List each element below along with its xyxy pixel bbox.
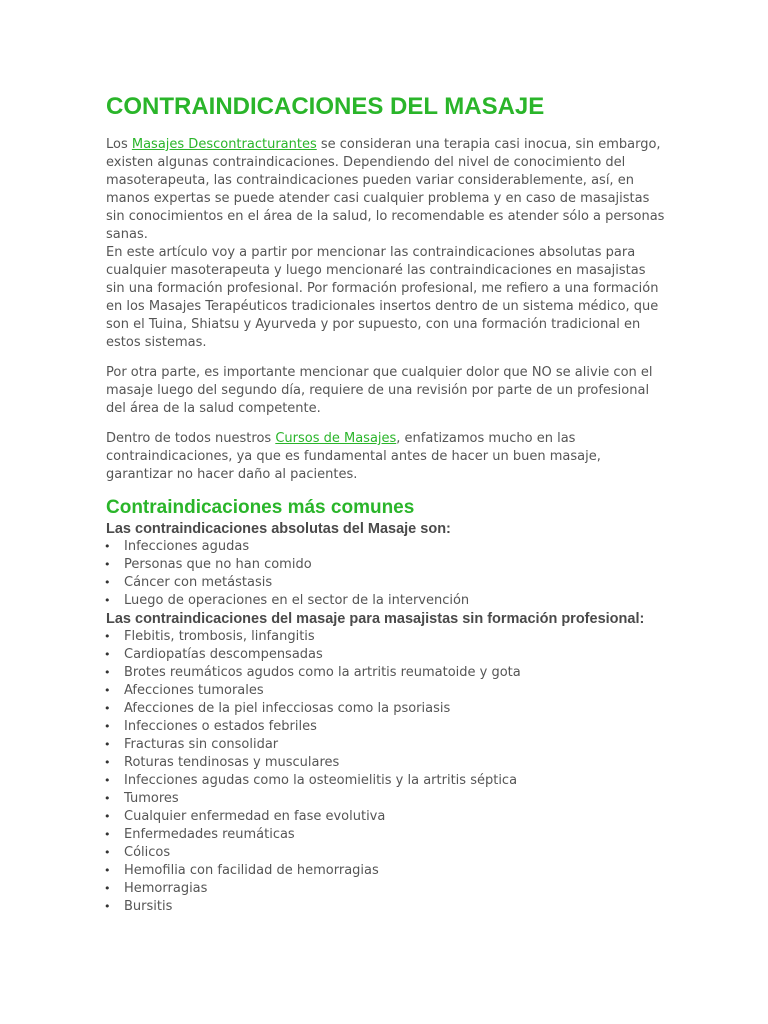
list-item <box>106 880 666 898</box>
list-item-text: Hemofilia con facilidad de hemorragias <box>124 863 379 878</box>
bullet-icon: • <box>104 810 111 823</box>
list-item <box>106 898 666 916</box>
section-heading: Contraindicaciones más comunes <box>106 497 415 518</box>
paragraph-courses <box>106 430 666 484</box>
list-item-text: Flebitis, trombosis, linfangitis <box>124 629 315 644</box>
bullet-icon: • <box>104 594 111 607</box>
list-item-text: Luego de operaciones en el sector de la intervención <box>124 593 470 608</box>
list-item-text: Infecciones agudas como la osteomielitis y la artritis séptica <box>124 773 518 788</box>
list-item <box>106 646 666 664</box>
list-item-text: Bursitis <box>124 899 173 914</box>
list-item-text: Infecciones o estados febriles <box>124 719 317 734</box>
courses-text-start: Dentro de todos nuestros <box>106 431 276 446</box>
bullet-icon: • <box>104 648 111 661</box>
list-item <box>106 790 666 808</box>
bullet-icon: • <box>104 630 111 643</box>
page-title: CONTRAINDICACIONES DEL MASAJE <box>106 93 545 120</box>
list-item-text: Fracturas sin consolidar <box>124 737 279 752</box>
list-item <box>106 592 666 610</box>
list-item-text: Brotes reumáticos agudos como la artritis reumatoide y gota <box>124 665 521 680</box>
bullet-icon: • <box>104 900 111 913</box>
list-item <box>106 628 666 646</box>
list-item-text: Afecciones de la piel infecciosas como la psoriasis <box>124 701 451 716</box>
list-item-text: Personas que no han comido <box>124 557 312 572</box>
list-item-text: Cáncer con metástasis <box>124 575 273 590</box>
list-item <box>106 736 666 754</box>
intro-paragraph <box>106 136 666 352</box>
list-item-text: Hemorragias <box>124 881 208 896</box>
absolute-contraindications-heading: Las contraindicaciones absolutas del Masaje son: <box>106 521 451 537</box>
paragraph-pain-note: Por otra parte, es importante mencionar que cualquier dolor que NO se alivie con el masaje luego del segundo día, requiere de una revisión por parte de un profesional del área de la salud competente. <box>106 365 653 416</box>
courses-text-rest: , enfatizamos mucho en las contraindicaciones, ya que es fundamental antes de hacer un buen masaje, garantizar no hacer daño al pacientes. <box>106 431 601 482</box>
intro-text-start: Los <box>106 137 132 152</box>
list-item <box>106 808 666 826</box>
cursos-de-masajes-link[interactable]: Cursos de Masajes <box>275 431 397 446</box>
list-item <box>106 538 666 556</box>
bullet-icon: • <box>104 540 111 553</box>
list-item <box>106 844 666 862</box>
list-item <box>106 862 666 880</box>
bullet-icon: • <box>104 828 111 841</box>
non-professional-contraindications-heading: Las contraindicaciones del masaje para masajistas sin formación profesional: <box>106 611 645 627</box>
bullet-icon: • <box>104 684 111 697</box>
bullet-icon: • <box>104 792 111 805</box>
document-page <box>106 92 666 916</box>
list-item <box>106 700 666 718</box>
list-item <box>106 772 666 790</box>
bullet-icon: • <box>104 774 111 787</box>
bullet-icon: • <box>104 756 111 769</box>
bullet-icon: • <box>104 864 111 877</box>
bullet-icon: • <box>104 558 111 571</box>
absolute-contraindications-list <box>106 538 666 610</box>
bullet-icon: • <box>104 576 111 589</box>
bullet-icon: • <box>104 666 111 679</box>
bullet-icon: • <box>104 882 111 895</box>
list-item <box>106 826 666 844</box>
list-item <box>106 574 666 592</box>
list-item-text: Enfermedades reumáticas <box>124 827 295 842</box>
list-item <box>106 718 666 736</box>
list-item-text: Cualquier enfermedad en fase evolutiva <box>124 809 386 824</box>
list-item-text: Afecciones tumorales <box>124 683 264 698</box>
list-item <box>106 664 666 682</box>
list-item-text: Tumores <box>124 791 179 806</box>
list-item-text: Cardiopatías descompensadas <box>124 647 323 662</box>
list-item <box>106 754 666 772</box>
masajes-descontracturantes-link[interactable]: Masajes Descontracturantes <box>131 137 317 152</box>
list-item <box>106 556 666 574</box>
bullet-icon: • <box>104 846 111 859</box>
non-professional-contraindications-list <box>106 628 666 916</box>
list-item-text: Cólicos <box>124 845 171 860</box>
intro-text-rest: se consideran una terapia casi inocua, sin embargo, existen algunas contraindicaciones. Dependiendo del nivel de conocimiento del masoterapeuta, las contraindicaciones pueden variar considerablemente, así, en manos expertas se puede atender casi cualquier problema y en caso de masajistas sin conocimientos en el área de la salud, lo recomendable es atender sólo a personas sanas. <box>106 137 665 242</box>
list-item-text: Infecciones agudas <box>124 539 250 554</box>
list-item <box>106 682 666 700</box>
list-item-text: Roturas tendinosas y musculares <box>124 755 340 770</box>
intro-second-text: En este artículo voy a partir por mencionar las contraindicaciones absolutas para cualquier masoterapeuta y luego mencionaré las contraindicaciones en masajistas sin una formación profesional. Por formación profesional, me refiero a una formación en los Masajes Terapéuticos tradicionales insertos dentro de un sistema médico, que son el Tuina, Shiatsu y Ayurveda y por supuesto, con una formación tradicional en estos sistemas. <box>106 245 659 350</box>
bullet-icon: • <box>104 738 111 751</box>
bullet-icon: • <box>104 720 111 733</box>
bullet-icon: • <box>104 702 111 715</box>
